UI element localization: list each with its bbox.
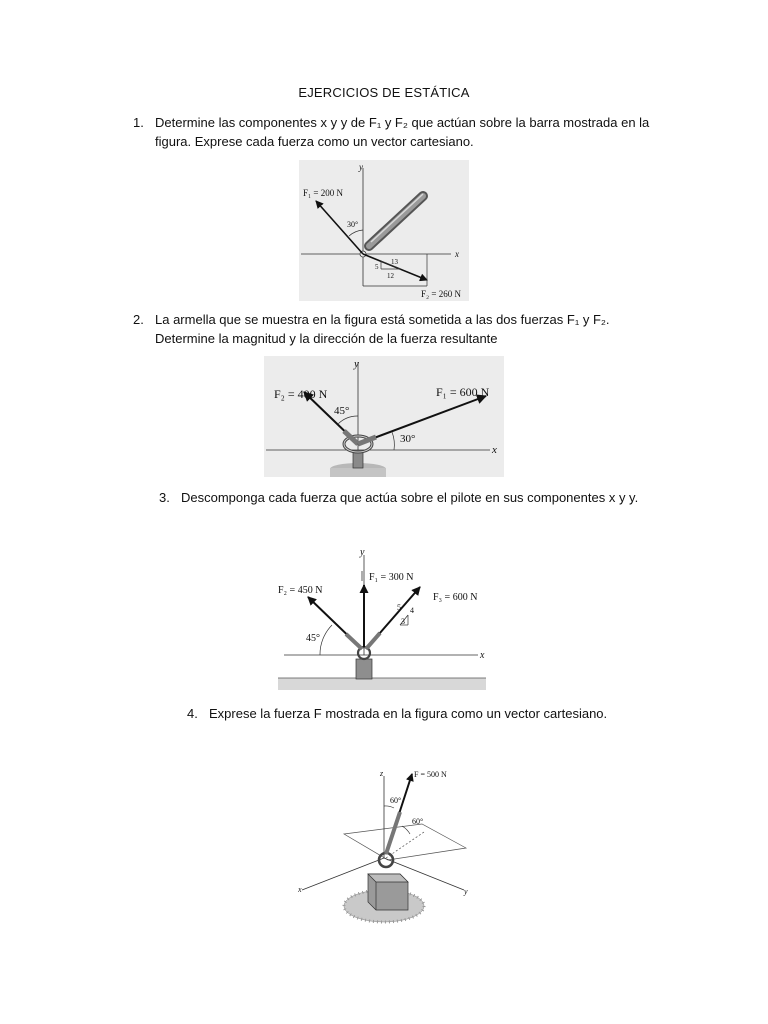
figure-2: [264, 356, 504, 477]
figure-1: [299, 160, 469, 301]
angle-arc: [320, 625, 332, 655]
slope-horizontal: 3: [401, 617, 405, 626]
slope-vertical: 5: [375, 263, 379, 271]
problem-number: 1.: [133, 115, 144, 130]
f1-label: F₁ = 600 N: [436, 385, 490, 399]
f3-label: F₃ = 600 N: [433, 592, 478, 603]
f-cable: [386, 812, 400, 854]
problem-text: Determine las componentes x y y de F₁ y F₂ que actúan sobre la barra mostrada en la: [155, 115, 650, 130]
base: [344, 874, 424, 922]
pile: [356, 659, 372, 679]
angle-label-left: 45°: [334, 405, 350, 417]
angle-label-b: 60°: [412, 817, 424, 826]
angle-label: 45°: [306, 633, 320, 644]
f-label: F = 500 N: [414, 770, 447, 779]
page-title: EJERCICIOS DE ESTÁTICA: [298, 85, 470, 100]
x-axis-label: x: [298, 885, 302, 894]
angle-arc-b: [402, 826, 410, 834]
problem-text: Determine la magnitud y la dirección de la fuerza resultante: [155, 331, 498, 346]
angle-label: 30°: [347, 220, 359, 229]
y-axis-label: y: [359, 162, 363, 172]
f2-label: F₂ = 400 N: [274, 387, 328, 401]
problem-text: Descomponga cada fuerza que actúa sobre el pilote en sus componentes x y y.: [181, 490, 639, 505]
x-axis-label: x: [492, 444, 497, 456]
problem-number: 2.: [133, 312, 144, 327]
problem-3: [159, 488, 679, 508]
f2-label: F₂ = 450 N: [278, 585, 323, 596]
problem-number: 4.: [187, 706, 198, 721]
slope-hyp: 5: [397, 603, 401, 612]
y-axis-label: y: [360, 547, 365, 558]
problem-text: La armella que se muestra en la figura está sometida a las dos fuerzas F₁ y F₂.: [155, 312, 610, 327]
f2-cable: [346, 634, 362, 649]
problem-4: [187, 704, 687, 724]
problem-1: [133, 113, 693, 153]
x-axis-label: x: [480, 650, 485, 661]
f2-label: F₂ = 260 N: [421, 289, 461, 299]
plane: [344, 824, 466, 860]
slope-hyp: 13: [391, 258, 398, 266]
angle-arc-a: [384, 806, 394, 808]
z-axis-label: z: [380, 769, 384, 778]
ring: [379, 853, 393, 867]
figure-3: [276, 545, 490, 693]
slope-horizontal: 12: [387, 272, 394, 280]
angle-label-a: 60°: [390, 796, 402, 805]
figure-4: [298, 766, 474, 930]
y-axis-label: y: [354, 358, 359, 370]
problem-2: [133, 310, 693, 350]
ground: [278, 678, 486, 690]
f1-label: F₁ = 200 N: [303, 188, 343, 198]
f3-cable: [366, 633, 380, 649]
angle-label-right: 30°: [400, 433, 416, 445]
y-axis-label: y: [464, 887, 468, 896]
problem-text: figura. Exprese cada fuerza como un vector cartesiano.: [155, 134, 474, 149]
slope-vertical: 4: [410, 606, 414, 615]
x-axis-label: x: [455, 249, 459, 259]
problem-number: 3.: [159, 490, 170, 505]
problem-text: Exprese la fuerza F mostrada en la figura como un vector cartesiano.: [209, 706, 608, 721]
f1-label: F₁ = 300 N: [369, 572, 414, 583]
